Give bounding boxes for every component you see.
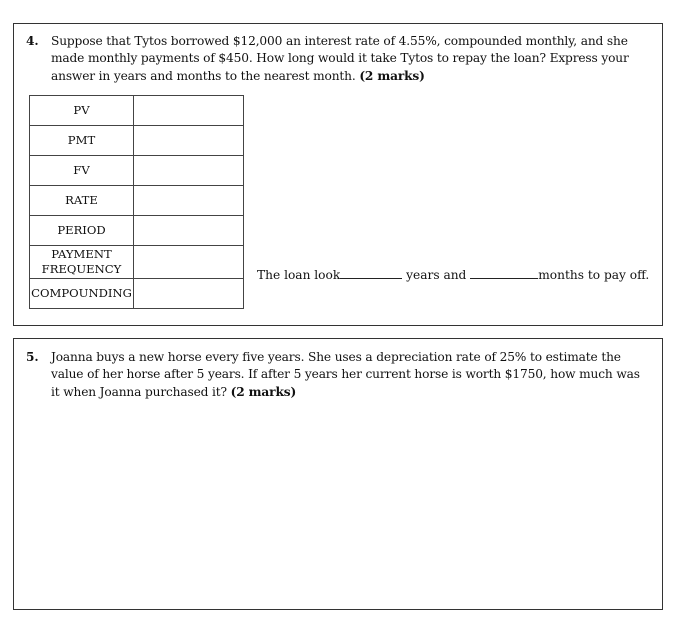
months-blank[interactable] bbox=[470, 267, 538, 279]
tvm-label: RATE bbox=[30, 186, 134, 216]
answer-middle: years and bbox=[406, 268, 467, 282]
tvm-value-cell[interactable] bbox=[134, 279, 244, 309]
tvm-row-payment-frequency bbox=[30, 246, 244, 279]
tvm-row-pv bbox=[30, 96, 244, 126]
question-5-marks: (2 marks) bbox=[230, 384, 297, 399]
question-4-prompt bbox=[26, 33, 652, 85]
tvm-row-compounding bbox=[30, 279, 244, 309]
tvm-label-line: PAYMENT bbox=[51, 247, 112, 261]
question-5-box bbox=[13, 338, 663, 610]
tvm-label-line: FREQUENCY bbox=[41, 262, 122, 276]
tvm-label bbox=[30, 246, 134, 279]
tvm-row-pmt bbox=[30, 126, 244, 156]
tvm-value-cell[interactable] bbox=[134, 186, 244, 216]
tvm-table bbox=[29, 95, 244, 309]
tvm-value-cell[interactable] bbox=[134, 216, 244, 246]
tvm-row-period bbox=[30, 216, 244, 246]
answer-sentence bbox=[257, 267, 649, 282]
question-4-box bbox=[13, 23, 663, 326]
question-4-text: Suppose that Tytos borrowed $12,000 an interest rate of 4.55%, compounded monthly, and she made monthly payments of $450. How long would it take Tytos to repay the loan? Express your answer in years and months to the nearest month. bbox=[51, 34, 629, 83]
tvm-label: PV bbox=[30, 96, 134, 126]
tvm-value-cell[interactable] bbox=[134, 246, 244, 279]
answer-suffix: months to pay off. bbox=[538, 268, 650, 282]
tvm-label: FV bbox=[30, 156, 134, 186]
answer-prefix: The loan look bbox=[257, 268, 341, 282]
question-5-prompt bbox=[26, 349, 652, 401]
tvm-value-cell[interactable] bbox=[134, 156, 244, 186]
question-5-number: 5. bbox=[26, 350, 39, 364]
tvm-label: PERIOD bbox=[30, 216, 134, 246]
tvm-value-cell[interactable] bbox=[134, 126, 244, 156]
years-blank[interactable] bbox=[340, 267, 402, 279]
tvm-label: COMPOUNDING bbox=[30, 279, 134, 309]
tvm-row-rate bbox=[30, 186, 244, 216]
question-4-number: 4. bbox=[26, 34, 39, 48]
tvm-value-cell[interactable] bbox=[134, 96, 244, 126]
question-5-text: Joanna buys a new horse every five years. She uses a depreciation rate of 25% to estimate the value of her horse after 5 years. If after 5 years her current horse is worth $1750, how much was it when Joanna purchased it? bbox=[51, 350, 640, 399]
tvm-label: PMT bbox=[30, 126, 134, 156]
question-4-marks: (2 marks) bbox=[359, 68, 425, 83]
answer-space[interactable] bbox=[14, 409, 662, 609]
tvm-row-fv bbox=[30, 156, 244, 186]
